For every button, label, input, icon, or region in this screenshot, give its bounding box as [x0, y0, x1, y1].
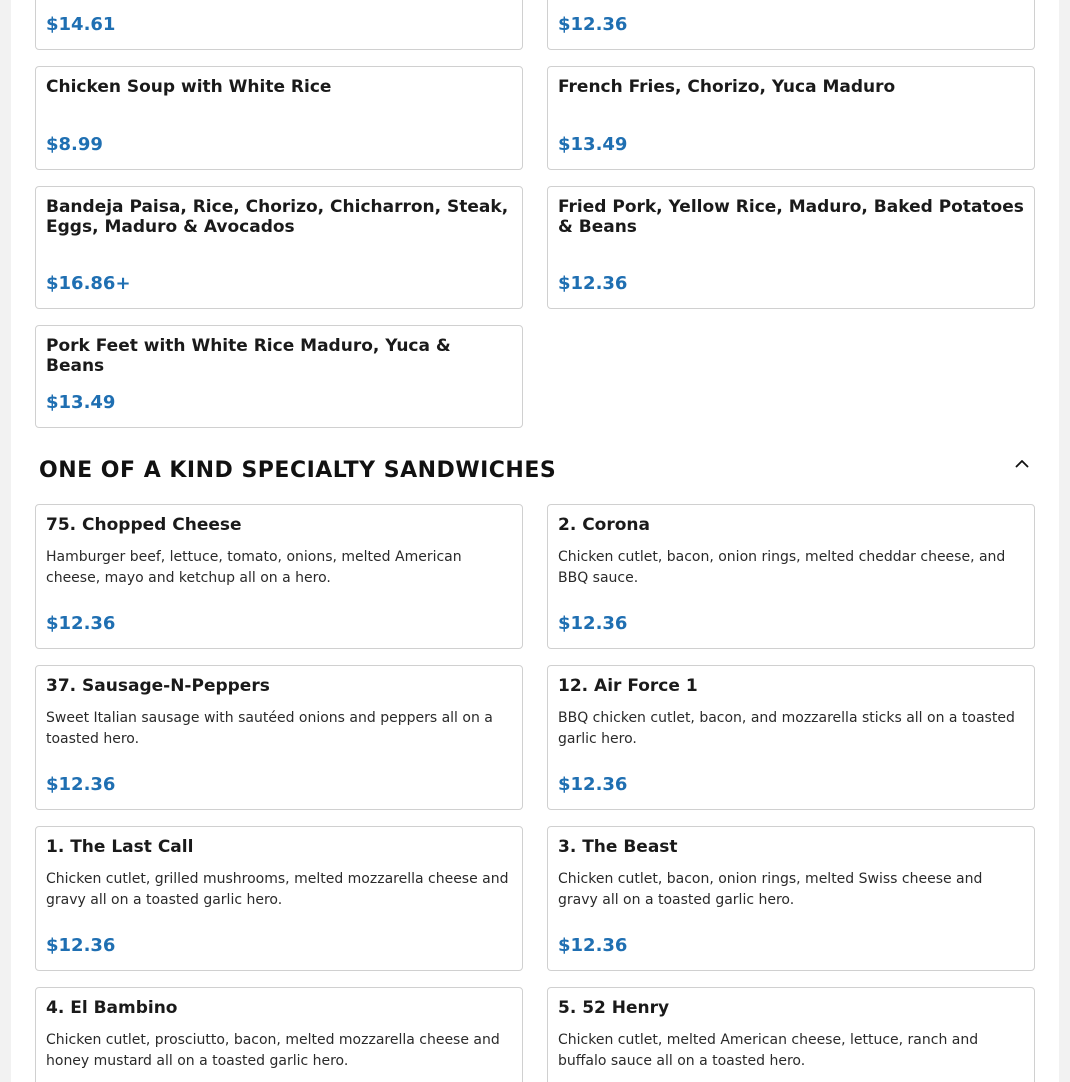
- section-header[interactable]: [39, 450, 1034, 490]
- item-description: Sweet Italian sausage with sautéed onions and peppers all on a toasted hero.: [46, 710, 493, 747]
- item-title: Pork Feet with White Rice Maduro, Yuca & Beans: [46, 336, 451, 376]
- item-title: Bandeja Paisa, Rice, Chorizo, Chicharron, Steak, Eggs, Maduro & Avocados: [46, 197, 509, 237]
- menu-page: [11, 0, 1059, 1082]
- menu-item-card[interactable]: [547, 0, 1035, 50]
- item-description: Chicken cutlet, bacon, onion rings, melted cheddar cheese, and BBQ sauce.: [558, 549, 1006, 586]
- item-title: Fried Pork, Yellow Rice, Maduro, Baked Potatoes & Beans: [558, 197, 1024, 237]
- item-price: $12.36: [558, 273, 628, 294]
- menu-item-card[interactable]: [35, 0, 523, 50]
- section-title: ONE OF A KIND SPECIALTY SANDWICHES: [39, 457, 557, 483]
- menu-item-card[interactable]: [35, 186, 523, 309]
- item-title: 37. Sausage-N-Peppers: [46, 676, 270, 696]
- item-price: $13.49: [558, 134, 628, 155]
- menu-item-card[interactable]: [35, 66, 523, 170]
- menu-item-card[interactable]: [547, 66, 1035, 170]
- item-price: $8.99: [46, 134, 103, 155]
- menu-item-card[interactable]: [35, 665, 523, 810]
- item-price: $12.36: [46, 613, 116, 634]
- menu-item-card[interactable]: [547, 186, 1035, 309]
- item-title: French Fries, Chorizo, Yuca Maduro: [558, 77, 896, 97]
- item-title: 5. 52 Henry: [558, 998, 670, 1018]
- menu-item-card[interactable]: [547, 504, 1035, 649]
- item-title: 4. El Bambino: [46, 998, 178, 1018]
- item-description: Chicken cutlet, grilled mushrooms, melted mozzarella cheese and gravy all on a toasted garlic hero.: [46, 871, 509, 908]
- item-description: Chicken cutlet, melted American cheese, lettuce, ranch and buffalo sauce all on a toasted hero.: [558, 1032, 979, 1069]
- item-price: $12.36: [46, 774, 116, 795]
- item-price: $14.61: [46, 14, 116, 35]
- menu-item-card[interactable]: [35, 504, 523, 649]
- previous-section-grid: [35, 0, 1034, 428]
- item-title: 3. The Beast: [558, 837, 678, 857]
- item-price: $12.36: [558, 774, 628, 795]
- item-title: 2. Corona: [558, 515, 650, 535]
- item-price: $13.49: [46, 392, 116, 413]
- item-description: Chicken cutlet, prosciutto, bacon, melted mozzarella cheese and honey mustard all on a toasted garlic hero.: [46, 1032, 500, 1069]
- item-title: 75. Chopped Cheese: [46, 515, 242, 535]
- menu-item-card[interactable]: [35, 826, 523, 971]
- menu-item-card[interactable]: [547, 987, 1035, 1082]
- item-price: $12.36: [558, 935, 628, 956]
- menu-item-card[interactable]: [547, 665, 1035, 810]
- item-title: Chicken Soup with White Rice: [46, 77, 332, 97]
- item-price: $16.86+: [46, 273, 131, 294]
- item-description: Chicken cutlet, bacon, onion rings, melted Swiss cheese and gravy all on a toasted garlic hero.: [558, 871, 983, 908]
- item-description: Hamburger beef, lettuce, tomato, onions, melted American cheese, mayo and ketchup all on a hero.: [46, 549, 462, 586]
- specialty-sandwiches-grid: [35, 504, 1034, 1082]
- chevron-up-icon[interactable]: [1010, 451, 1034, 475]
- menu-item-card[interactable]: [547, 826, 1035, 971]
- item-price: $12.36: [46, 935, 116, 956]
- item-price: $12.36: [558, 613, 628, 634]
- menu-item-card[interactable]: [35, 987, 523, 1082]
- item-title: 12. Air Force 1: [558, 676, 698, 696]
- menu-item-card[interactable]: [35, 325, 523, 428]
- item-description: BBQ chicken cutlet, bacon, and mozzarella sticks all on a toasted garlic hero.: [558, 710, 1015, 747]
- item-price: $12.36: [558, 14, 628, 35]
- item-title: 1. The Last Call: [46, 837, 194, 857]
